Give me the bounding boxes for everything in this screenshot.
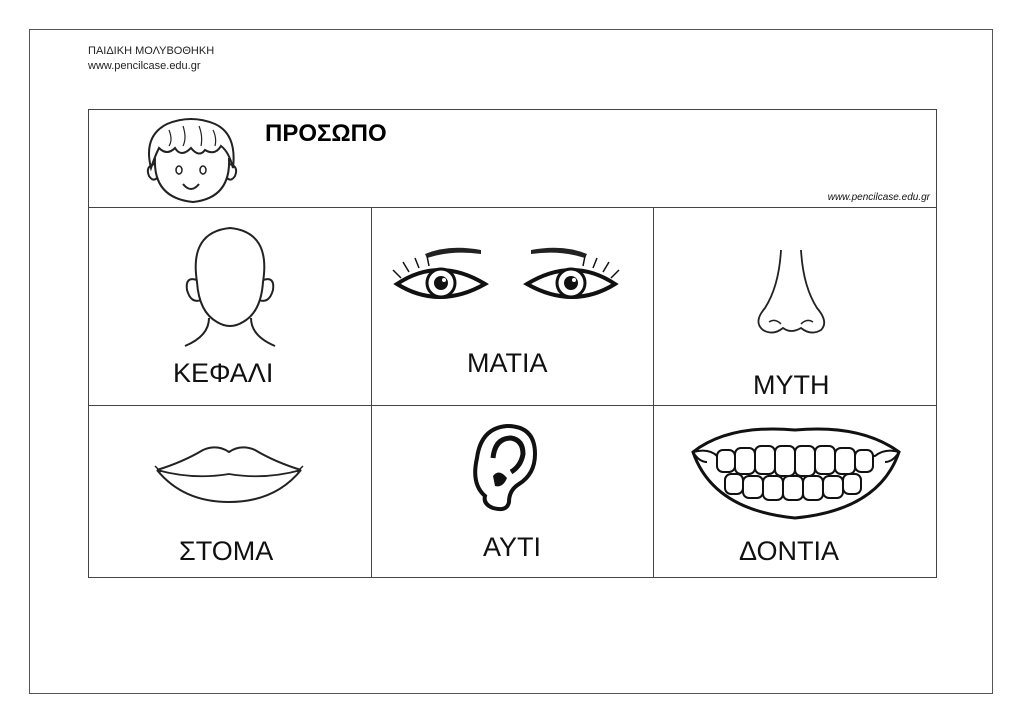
lips-icon — [153, 440, 305, 504]
card-head — [89, 208, 371, 405]
brand-url: www.pencilcase.edu.gr — [88, 60, 201, 72]
card-label: ΚΕΦΑΛΙ — [173, 358, 274, 388]
card-label: ΑΥΤΙ — [483, 532, 542, 562]
card-eyes — [371, 208, 653, 405]
head-icon — [175, 220, 285, 348]
worksheet-url: www.pencilcase.edu.gr — [827, 192, 930, 203]
nose-icon — [751, 246, 831, 338]
boy-face-icon — [133, 116, 253, 206]
worksheet-table — [88, 109, 937, 578]
brand-name: ΠΑΙΔΙΚΗ ΜΟΛΥΒΟΘΗΚΗ — [88, 45, 215, 57]
card-label: ΜΑΤΙΑ — [467, 348, 548, 378]
card-label: ΔΟΝΤΙΑ — [739, 536, 839, 566]
teeth-icon — [689, 418, 903, 526]
card-nose — [653, 208, 936, 405]
header-brand — [88, 44, 214, 74]
card-teeth — [653, 406, 936, 577]
title-row — [89, 110, 936, 208]
ear-icon — [463, 418, 543, 514]
card-label: ΜΥΤΗ — [753, 370, 830, 400]
card-ear — [371, 406, 653, 577]
card-lips — [89, 406, 371, 577]
worksheet-title: ΠΡΟΣΩΠΟ — [265, 120, 387, 147]
eyes-icon — [389, 244, 623, 314]
card-label: ΣΤΟΜΑ — [179, 536, 274, 566]
